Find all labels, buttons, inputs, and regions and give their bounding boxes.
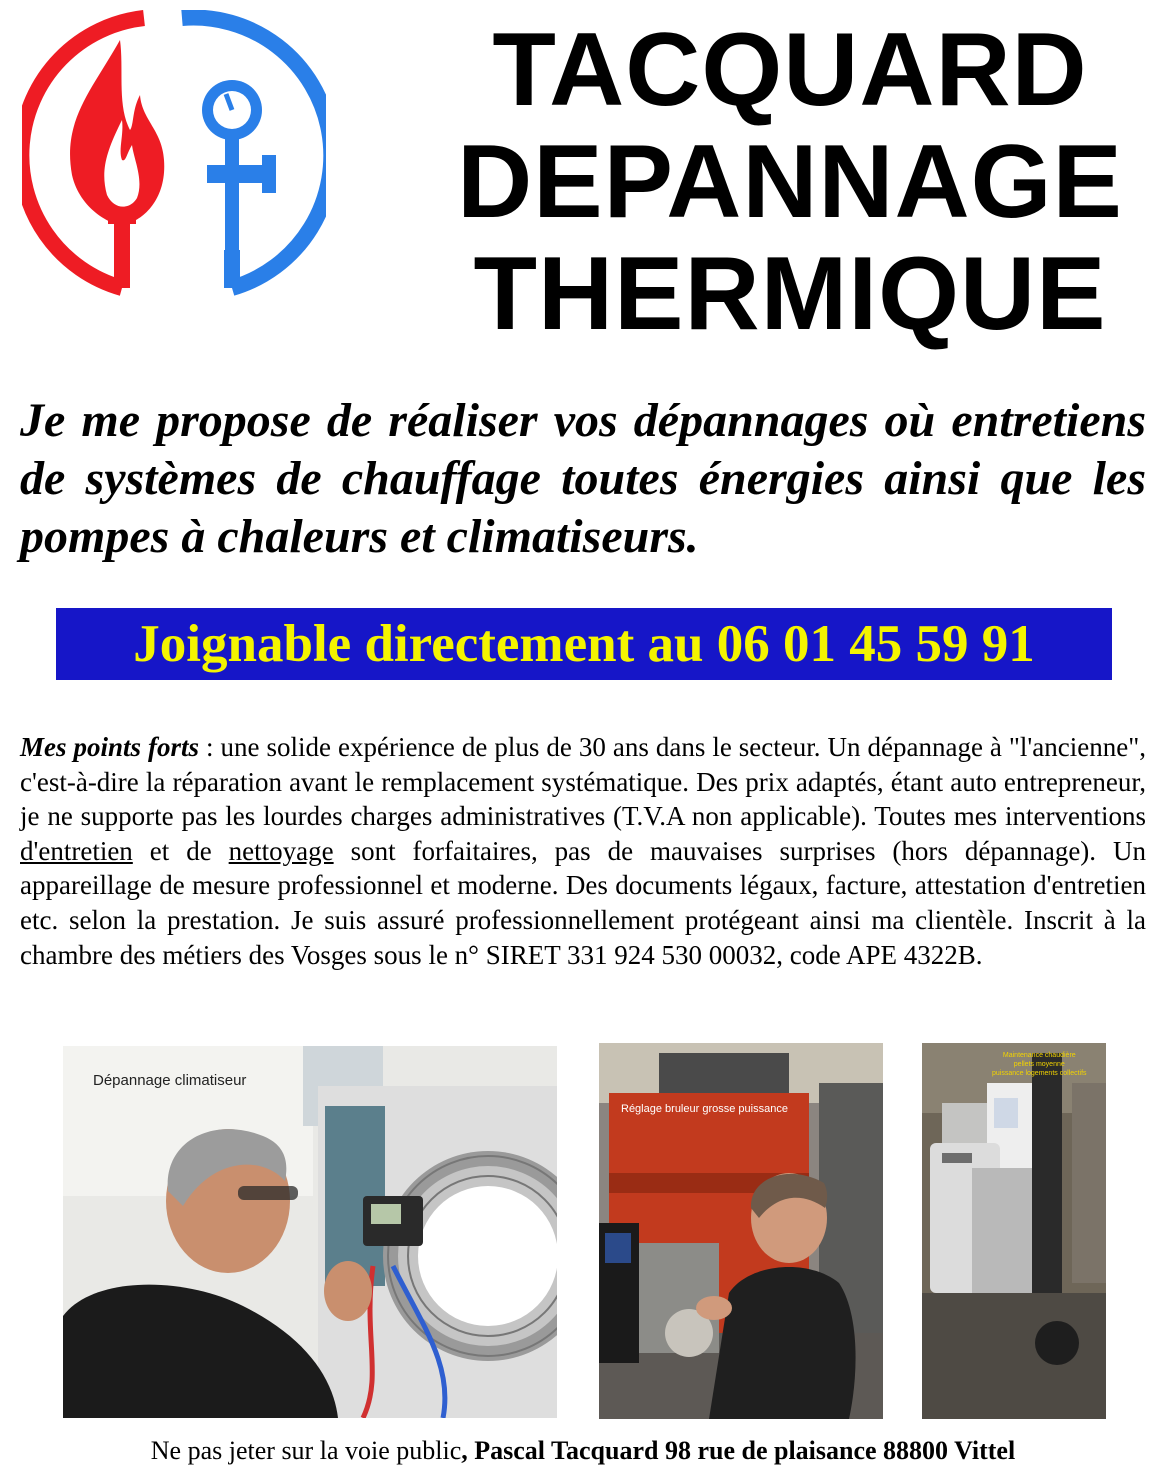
photo-1-caption: Dépannage climatiseur: [93, 1072, 247, 1089]
photo-3-caption-line-3: puissance logements collectifs: [992, 1070, 1087, 1077]
body-text-part-3: sont forfaitaires, pas de mauvaises surprises (hors dépannage). Un appareillage de mesure professionnel et moderne. Des documents légaux, facture, attestation d'entretien etc. selon la prestation. Je suis assuré professionnellement protégeant ainsi ma clientèle. Inscrit à la chambre des métiers des Vosges sous le n° SIRET 331 924 530 00032, code APE 4322B.: [20, 835, 1146, 970]
pressure-gauge-icon: [202, 80, 276, 252]
page-title: [400, 14, 1166, 350]
photo-burner-adjustment: [599, 1043, 883, 1419]
photo-pellet-boiler-maintenance: [922, 1043, 1106, 1419]
body-text-part-2: et de: [132, 835, 229, 866]
photo-3-caption: [992, 1051, 1087, 1078]
company-logo: [22, 10, 326, 298]
contact-phone-banner: Joignable directement au 06 01 45 59 91: [56, 608, 1112, 680]
photo-air-conditioner-repair: [63, 1046, 557, 1418]
intro-paragraph: Je me propose de réaliser vos dépannages où entretiens de systèmes de chauffage toutes énergies ainsi que les pompes à chaleurs et climatiseurs.: [20, 394, 1146, 563]
logo-blue-arc: [182, 18, 326, 288]
photo-3-caption-line-2: pellets moyenne: [1013, 1061, 1065, 1068]
title-line-2: DEPANNAGE: [457, 124, 1123, 240]
title-line-3: THERMIQUE: [473, 236, 1107, 352]
cleaning-link[interactable]: nettoyage: [228, 835, 334, 866]
photo-2-caption: Réglage bruleur grosse puissance: [621, 1103, 788, 1115]
title-line-1: TACQUARD: [492, 12, 1088, 128]
strengths-heading: Mes points forts: [20, 732, 200, 762]
footer-note: [0, 1436, 1166, 1466]
footer-address: , Pascal Tacquard 98 rue de plaisance 88800 Vittel: [461, 1436, 1016, 1465]
strengths-paragraph: [20, 730, 1146, 972]
photo-3-caption-line-1: Maintenance chaudière: [1002, 1052, 1076, 1059]
body-text-part-1: : une solide expérience de plus de 30 ans dans le secteur. Un dépannage à "l'ancienne", c'est-à-dire la réparation avant le remplacement systématique. Des prix adaptés, étant auto entrepreneur, je ne supporte pas les lourdes charges administratives (T.V.A non applicable). Toutes mes interventions: [20, 732, 1146, 832]
maintenance-link[interactable]: d'entretien: [20, 835, 133, 866]
footer-plain-text: Ne pas jeter sur la voie public: [150, 1436, 462, 1465]
flame-icon: [70, 40, 164, 225]
